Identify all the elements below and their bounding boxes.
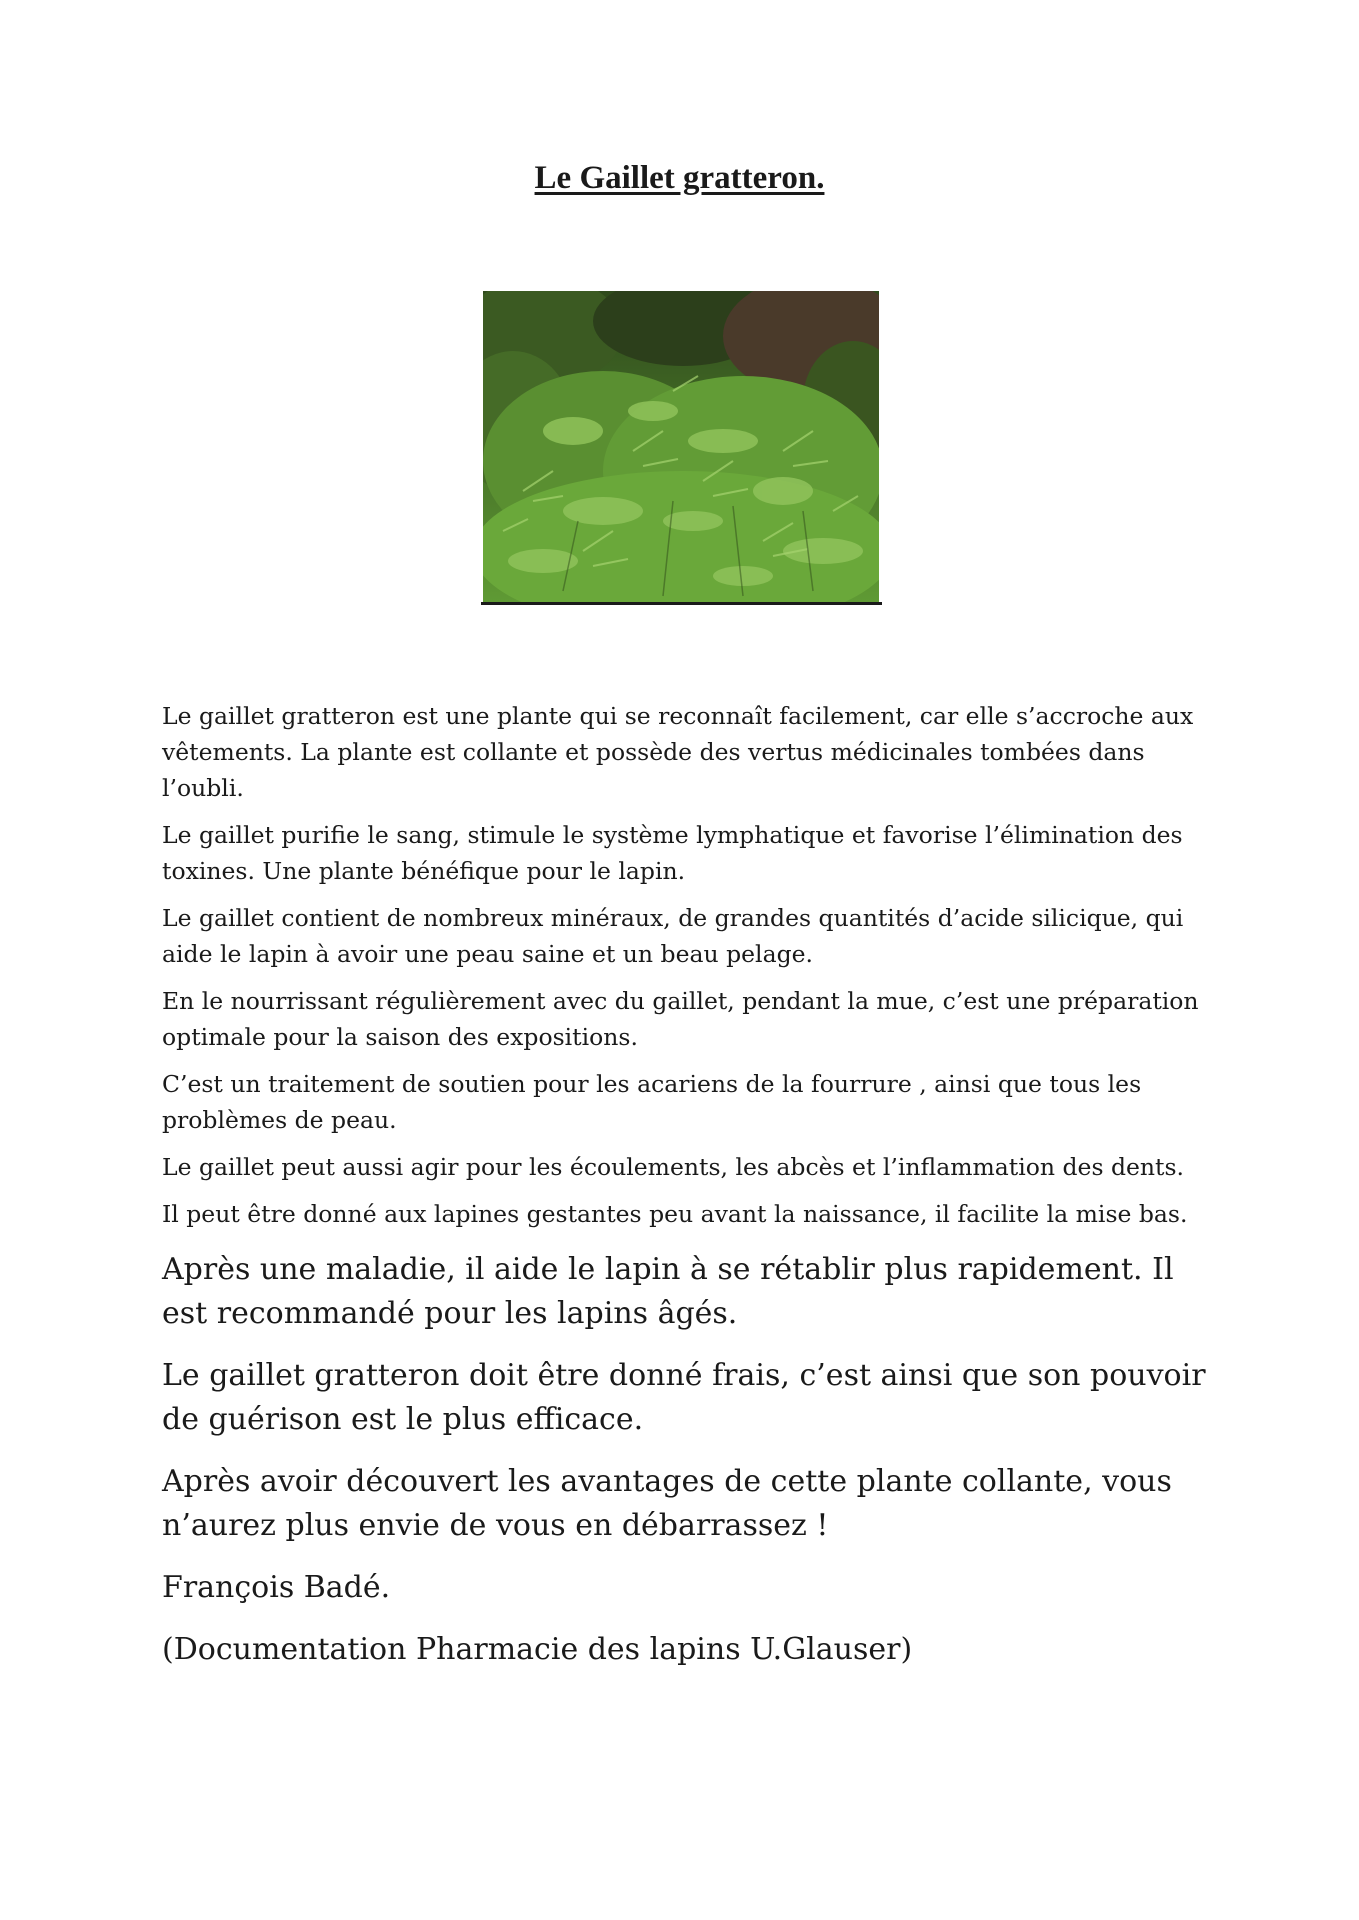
paragraph: Le gaillet purifie le sang, stimule le système lymphatique et favorise l’élimination des toxines. Une plante bénéfique pour le lapin. [162,821,1183,885]
paragraph: Le gaillet gratteron doit être donné frais, c’est ainsi que son pouvoir de guérison est le plus efficace. [162,1358,1206,1437]
paragraph: Après une maladie, il aide le lapin à se rétablir plus rapidement. Il est recommandé pour les lapins âgés. [162,1252,1174,1331]
article-body [162,698,1212,1686]
paragraph: Il peut être donné aux lapines gestantes peu avant la naissance, il facilite la mise bas. [162,1200,1188,1228]
photo-underline [481,602,882,605]
paragraph: Après avoir découvert les avantages de cette plante collante, vous n’aurez plus envie de vous en débarrassez ! [162,1464,1172,1543]
paragraph: Le gaillet peut aussi agir pour les écoulements, les abcès et l’inflammation des dents. [162,1153,1185,1181]
author-signature: François Badé. [162,1570,391,1605]
paragraph: Le gaillet contient de nombreux minéraux, de grandes quantités d’acide silicique, qui aide le lapin à avoir une peau saine et un beau pelage. [162,904,1184,968]
document-title: Le Gaillet gratteron. [534,160,825,196]
cleavers-plant-photo [483,291,879,602]
paragraph: En le nourrissant régulièrement avec du gaillet, pendant la mue, c’est une préparation optimale pour la saison des expositions. [162,987,1199,1051]
paragraph: Le gaillet gratteron est une plante qui se reconnaît facilement, car elle s’accroche aux vêtements. La plante est collante et possède des vertus médicinales tombées dans l’oubli. [162,702,1194,802]
paragraph: C’est un traitement de soutien pour les acariens de la fourrure , ainsi que tous les problèmes de peau. [162,1070,1142,1134]
source-citation: (Documentation Pharmacie des lapins U.Glauser) [162,1632,913,1667]
